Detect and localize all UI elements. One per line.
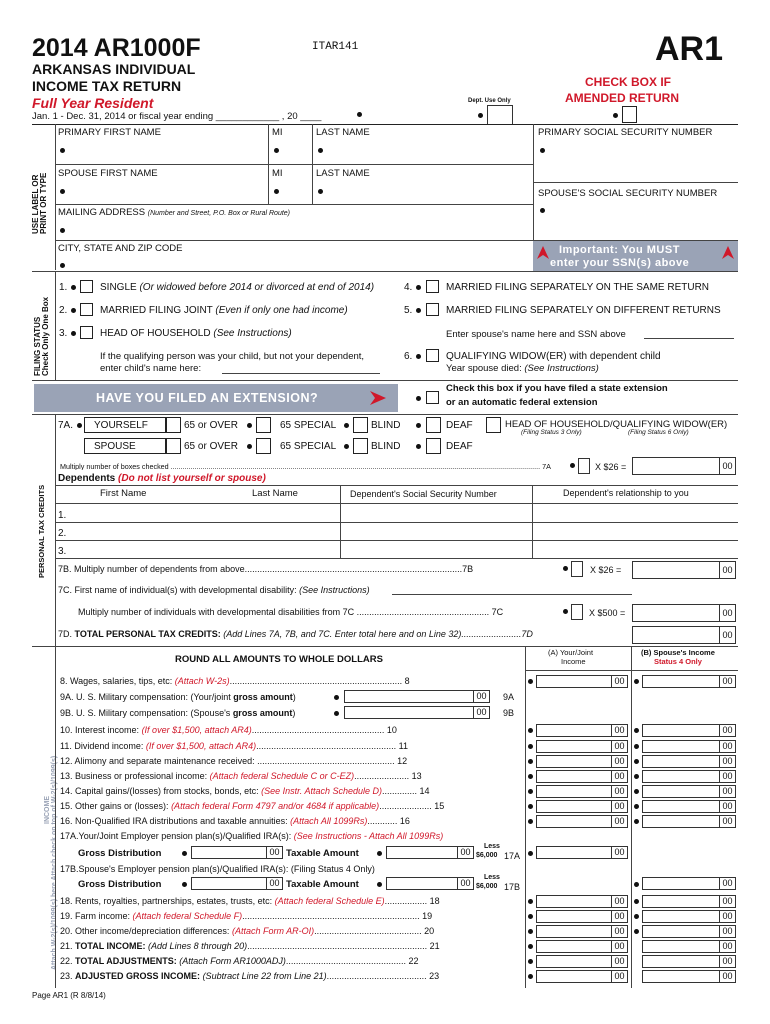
line7d-text: 7D. TOTAL PERSONAL TAX CREDITS: (Add Lines 7A, 7B, and 7C. Enter total here and on Line 32)........................7D (58, 629, 533, 639)
line-21-amount-a[interactable] (536, 940, 628, 953)
line-17b-amount-b[interactable] (642, 877, 736, 890)
primary-last-name-field[interactable] (318, 148, 323, 153)
status2-marker (71, 308, 76, 313)
status5-number: 5. (404, 305, 413, 316)
status1-single-checkbox[interactable] (80, 280, 93, 293)
line-17a-gross-label: Gross Distribution (78, 848, 162, 859)
extension-text-line2: or an automatic federal extension (446, 397, 598, 408)
child-name-field[interactable] (222, 373, 380, 374)
form-subtitle: Full Year Resident (32, 95, 154, 111)
line-18-amount-a[interactable] (536, 895, 628, 908)
amended-checkbox[interactable] (622, 106, 637, 123)
dept-use-marker (478, 113, 483, 118)
line-17b-taxable-label: Taxable Amount (286, 879, 359, 890)
use-label-side-text: USE LABEL OR PRINT OR TYPE (31, 172, 48, 234)
line-17a-gross-amount[interactable] (191, 846, 283, 859)
line-15-marker-b (634, 804, 639, 809)
line-16-marker-b (634, 819, 639, 824)
amended-label-line2: AMENDED RETURN (565, 91, 679, 105)
line-17a-label: 17A.Your/Joint Employer pension plan(s)/Qualified IRA(s): (See Instructions - Attach All 1099Rs) (60, 831, 444, 841)
status3-note-line2: enter child's name here: (100, 363, 202, 374)
line-15-amount-a[interactable] (536, 800, 628, 813)
hoh-status6-note: (Filing Status 6 Only) (628, 429, 689, 436)
line-17b-gross-amount[interactable] (191, 877, 283, 890)
your-65-special-checkbox[interactable] (353, 417, 368, 433)
page-footer: Page AR1 (R 8/8/14) (32, 991, 106, 1000)
your-blind-marker (416, 423, 421, 428)
line-12-amount-b[interactable] (642, 755, 736, 768)
line-9b-marker (334, 711, 339, 716)
itar-code: ITAR141 (312, 41, 359, 53)
line7a-amount[interactable] (632, 457, 736, 475)
line-20-amount-a-cents: 00 (611, 926, 627, 937)
line-12-label: 12. Alimony and separate maintenance received: ....................................................... 12 (60, 757, 408, 766)
line-15-amount-b-cents: 00 (719, 801, 735, 812)
line7c-count-box[interactable] (571, 604, 583, 620)
column-b-header-line1: (B) Spouse's Income (641, 648, 715, 657)
status4-label: MARRIED FILING SEPARATELY ON THE SAME RETURN (446, 282, 710, 293)
spouse-deaf-label: DEAF (446, 441, 473, 452)
line-22-amount-a[interactable] (536, 955, 628, 968)
spouse-blind-checkbox[interactable] (426, 438, 441, 454)
line7b-marker (563, 566, 568, 571)
line7d-cents: 00 (719, 627, 735, 643)
line-9b-number: 9B (503, 708, 515, 718)
line-9a-marker (334, 695, 339, 700)
line-16-amount-b-cents: 00 (719, 816, 735, 827)
status5-separate-different-checkbox[interactable] (426, 303, 439, 316)
line-17a-taxable-label: Taxable Amount (286, 848, 359, 859)
line-15-label: 15. Other gains or (losses): (Attach federal Form 4797 and/or 4684 if applicable)..................... 15 (60, 802, 445, 811)
line-17b-number: 17B (504, 882, 521, 892)
status4-marker (416, 285, 421, 290)
spouse-65-special-checkbox[interactable] (353, 438, 368, 454)
line-10-amount-a[interactable] (536, 724, 628, 737)
line-17a-taxable-marker (377, 851, 382, 856)
line-18-amount-a-cents: 00 (611, 896, 627, 907)
line-9a-number: 9A (503, 692, 515, 702)
spouse-65-checkbox[interactable] (256, 438, 271, 454)
line-19-amount-b-cents: 00 (719, 911, 735, 922)
line-17b-less: Less (484, 874, 500, 881)
round-amounts-note: ROUND ALL AMOUNTS TO WHOLE DOLLARS (175, 654, 383, 665)
line-16-marker-a (528, 819, 533, 824)
status2-number: 2. (59, 305, 68, 316)
line-17a-less-amount: $6,000 (476, 852, 498, 859)
extension-text-line1: Check this box if you have filed a state extension (446, 383, 668, 394)
line-13-amount-a-cents: 00 (611, 771, 627, 782)
your-deaf-label: DEAF (446, 420, 473, 431)
line-10-amount-a-cents: 00 (611, 725, 627, 736)
line-20-amount-b[interactable] (642, 925, 736, 938)
line-17a-taxable-amount[interactable] (386, 846, 474, 859)
line-23-amount-a[interactable] (536, 970, 628, 983)
line-13-label: 13. Business or professional income: (Attach federal Schedule C or C-EZ)...................... 13 (60, 772, 422, 781)
line-17b-taxable-marker (377, 882, 382, 887)
status6-marker (416, 354, 421, 359)
dependent-relationship-header: Dependent's relationship to you (563, 488, 689, 498)
line-16-amount-b[interactable] (642, 815, 736, 828)
spouse-ssn-field[interactable] (540, 208, 545, 213)
line7c-rate: X $500 = (589, 608, 626, 618)
line-17a-gross-amount-cents: 00 (266, 847, 282, 858)
dept-use-box (487, 105, 513, 125)
line-23-amount-a-cents: 00 (611, 971, 627, 982)
status3-number: 3. (59, 328, 68, 339)
primary-mi-label: MI (272, 127, 283, 138)
line7c-cents: 00 (719, 605, 735, 621)
line7a-marker (77, 423, 82, 428)
line-18-marker-b (634, 899, 639, 904)
line-17a-number: 17A (504, 851, 521, 861)
status6-note: Year spouse died: (See Instructions) (446, 363, 599, 374)
line7b-rate: X $26 = (590, 565, 622, 575)
status3-marker (71, 331, 76, 336)
line-13-marker-a (528, 774, 533, 779)
fiscal-year-line: Jan. 1 - Dec. 31, 2014 or fiscal year ending ____________ , 20 ____ (32, 111, 322, 122)
line-12-amount-b-cents: 00 (719, 756, 735, 767)
primary-first-name-field[interactable] (60, 148, 65, 153)
your-65-special-label: 65 SPECIAL (280, 420, 337, 431)
dependent-row-2[interactable]: 2. (58, 528, 67, 539)
amended-label-line1: CHECK BOX IF (585, 75, 672, 89)
line-12-marker-b (634, 759, 639, 764)
dependent-last-name-header: Last Name (252, 488, 298, 499)
line-16-label: 16. Non-Qualified IRA distributions and taxable annuities: (Attach All 1099Rs)............ 16 (60, 817, 410, 826)
status5-label: MARRIED FILING SEPARATELY ON DIFFERENT RETURNS (446, 305, 721, 316)
line-17b-label: 17B.Spouse's Employer pension plan(s)/Qualified IRA(s): (Filing Status 4 Only) (60, 864, 375, 874)
form-heading-line1: ARKANSAS INDIVIDUAL (32, 61, 196, 77)
primary-last-name-label: LAST NAME (316, 127, 370, 138)
line-21-amount-b[interactable] (642, 940, 736, 953)
line-19-label: 19. Farm income: (Attach federal Schedule F)....................................................................... 19 (60, 912, 433, 921)
line-19-amount-a-cents: 00 (611, 911, 627, 922)
line-15-amount-a-cents: 00 (611, 801, 627, 812)
credits-side-text: PERSONAL TAX CREDITS (37, 484, 46, 578)
your-65-marker (247, 423, 252, 428)
line-20-amount-a[interactable] (536, 925, 628, 938)
yourself-marker-box[interactable] (166, 417, 181, 433)
line7c-text: 7C. First name of individual(s) with developmental disability: (See Instructions) (58, 585, 370, 595)
extension-marker (416, 396, 421, 401)
line-10-marker-a (528, 728, 533, 733)
line-17a-gross-marker (182, 851, 187, 856)
line-12-amount-a-cents: 00 (611, 756, 627, 767)
line7d-amount[interactable] (632, 626, 736, 644)
line-20-amount-b-cents: 00 (719, 926, 735, 937)
primary-first-name-label: PRIMARY FIRST NAME (58, 127, 161, 138)
status4-separate-same-checkbox[interactable] (426, 280, 439, 293)
spouse-first-name-field[interactable] (60, 189, 65, 194)
city-state-zip-label: CITY, STATE AND ZIP CODE (58, 243, 183, 254)
spouse-ssn-label: SPOUSE'S SOCIAL SECURITY NUMBER (538, 188, 718, 199)
hoh-checkbox[interactable] (486, 417, 501, 433)
primary-mi-field[interactable] (274, 148, 279, 153)
line-16-amount-a-cents: 00 (611, 816, 627, 827)
line7b-cents: 00 (719, 562, 735, 578)
line-21-marker-a (528, 944, 533, 949)
line-18-amount-b[interactable] (642, 895, 736, 908)
line-16-amount-a[interactable] (536, 815, 628, 828)
right-arrow-icon (370, 391, 386, 405)
extension-question: HAVE YOU FILED AN EXTENSION? (96, 391, 319, 405)
line-9a-amount[interactable] (344, 690, 490, 703)
line-17b-taxable-amount-cents: 00 (457, 878, 473, 889)
line-17a-less: Less (484, 843, 500, 850)
line7a-count-box[interactable] (578, 458, 590, 474)
spouse-65-special-label: 65 SPECIAL (280, 441, 337, 452)
status4-number: 4. (404, 282, 413, 293)
spouse-65-label: 65 or OVER (184, 441, 238, 452)
spouse-65-special-marker (344, 444, 349, 449)
line-14-label: 14. Capital gains/(losses) from stocks, bonds, etc: (See Instr. Attach Schedule D).............. 14 (60, 787, 430, 796)
line-9b-label: 9B. U. S. Military compensation: (Spouse's gross amount) (60, 708, 296, 718)
filing-status-side-text: FILING STATUS Check Only One Box (33, 296, 50, 376)
fiscal-year-marker (357, 112, 362, 117)
line-10-amount-b[interactable] (642, 724, 736, 737)
line-8-label: 8. Wages, salaries, tips, etc: (Attach W-2s)..................................................................... 8 (60, 677, 410, 686)
line-11-amount-a-cents: 00 (611, 741, 627, 752)
line-21-amount-b-cents: 00 (719, 941, 735, 952)
line-14-marker-a (528, 789, 533, 794)
line-19-amount-b[interactable] (642, 910, 736, 923)
line-22-label: 22. TOTAL ADJUSTMENTS: (Attach Form AR1000ADJ)................................................ 22 (60, 957, 419, 966)
line-21-amount-a-cents: 00 (611, 941, 627, 952)
status6-number: 6. (404, 351, 413, 362)
spouse-blind-marker (416, 444, 421, 449)
line-13-marker-b (634, 774, 639, 779)
your-65-label: 65 or OVER (184, 420, 238, 431)
status1-marker (71, 285, 76, 290)
dependent-row-3[interactable]: 3. (58, 546, 67, 557)
line-17b-gross-marker (182, 882, 187, 887)
extension-banner (34, 384, 398, 412)
line-11-amount-a[interactable] (536, 740, 628, 753)
line-14-amount-b-cents: 00 (719, 786, 735, 797)
line-17b-gross-amount-cents: 00 (266, 878, 282, 889)
line-10-amount-b-cents: 00 (719, 725, 735, 736)
your-65-checkbox[interactable] (256, 417, 271, 433)
line-11-marker-a (528, 744, 533, 749)
line-12-marker-a (528, 759, 533, 764)
line7a-multiply-text: Multiply number of boxes checked ......................................................................................................................................................................................... 7A (60, 463, 551, 471)
line-8-amount-b-cents: 00 (719, 676, 735, 687)
dependent-first-name-header: First Name (100, 488, 147, 499)
up-arrow-icon (537, 246, 549, 264)
spouse-marker-box[interactable] (166, 438, 181, 454)
line-17a-marker-a (528, 851, 533, 856)
line-17b-less-amount: $6,000 (476, 883, 498, 890)
line-23-label: 23. ADJUSTED GROSS INCOME: (Subtract Line 22 from Line 21)........................................ 23 (60, 972, 440, 981)
line7c-amount[interactable] (632, 604, 736, 622)
status1-number: 1. (59, 282, 68, 293)
your-blind-label: BLIND (371, 420, 401, 431)
line-19-amount-a[interactable] (536, 910, 628, 923)
line-22-amount-a-cents: 00 (611, 956, 627, 967)
amended-marker (613, 113, 618, 118)
mailing-address-label: MAILING ADDRESS (Number and Street, P.O. Box or Rural Route) (58, 207, 291, 218)
status6-label: QUALIFYING WIDOW(ER) with dependent child (446, 351, 661, 362)
line-11-amount-b-cents: 00 (719, 741, 735, 752)
yourself-label: YOURSELF (94, 420, 148, 431)
spouse-blind-label: BLIND (371, 441, 401, 452)
line-13-amount-b-cents: 00 (719, 771, 735, 782)
line-20-marker-b (634, 929, 639, 934)
line-17a-amount-a[interactable] (536, 846, 628, 859)
line7a-count-marker (570, 463, 575, 468)
line-18-amount-b-cents: 00 (719, 896, 735, 907)
your-blind-checkbox[interactable] (426, 417, 441, 433)
line-20-marker-a (528, 929, 533, 934)
hoh-widow-label: HEAD OF HOUSEHOLD/QUALIFYING WIDOW(ER) (505, 419, 728, 430)
spouse-name-field[interactable] (644, 338, 734, 339)
line-8-amount-a[interactable] (536, 675, 628, 688)
line-10-label: 10. Interest income: (If over $1,500, attach AR4)..................................................... 10 (60, 726, 397, 735)
line-8-amount-b[interactable] (642, 675, 736, 688)
dependents-label: Dependents (Do not list yourself or spouse) (58, 473, 266, 484)
income-side-text: INCOME Attach W-2(s)/1099(s) here Attach check on top of W-2(s)/1099(s) (44, 755, 58, 970)
line7a-cents: 00 (719, 458, 735, 474)
status2-label: MARRIED FILING JOINT (Even if only one had income) (100, 305, 348, 316)
important-ssn-line2: enter your SSN(s) above (550, 257, 690, 269)
line7c-marker (563, 609, 568, 614)
line-14-amount-a-cents: 00 (611, 786, 627, 797)
line7b-text: 7B. Multiply number of dependents from above.......................................................................................7B (58, 565, 474, 574)
line-22-amount-b[interactable] (642, 955, 736, 968)
hoh-status3-note: (Filing Status 3 Only) (521, 429, 582, 436)
line-14-amount-a[interactable] (536, 785, 628, 798)
line-23-marker-a (528, 974, 533, 979)
line-8-amount-a-cents: 00 (611, 676, 627, 687)
status1-label: SINGLE (Or widowed before 2014 or divorced at end of 2014) (100, 282, 375, 293)
line-9b-amount-cents: 00 (473, 707, 489, 718)
line-23-amount-b-cents: 00 (719, 971, 735, 982)
form-title: 2014 AR1000F (32, 34, 201, 62)
line-17b-marker-b (634, 882, 639, 887)
line-13-amount-a[interactable] (536, 770, 628, 783)
spouse-first-name-label: SPOUSE FIRST NAME (58, 168, 158, 179)
line-17b-gross-label: Gross Distribution (78, 879, 162, 890)
line-8-marker-a (528, 679, 533, 684)
primary-ssn-label: PRIMARY SOCIAL SECURITY NUMBER (538, 127, 713, 138)
line7b-amount[interactable] (632, 561, 736, 579)
status3-label: HEAD OF HOUSEHOLD (See Instructions) (100, 328, 292, 339)
line-14-marker-b (634, 789, 639, 794)
line-17a-taxable-amount-cents: 00 (457, 847, 473, 858)
status2-joint-checkbox[interactable] (80, 303, 93, 316)
line-18-marker-a (528, 899, 533, 904)
line-18-label: 18. Rents, royalties, partnerships, estates, trusts, etc: (Attach federal Schedule E)................. 18 (60, 897, 440, 906)
status3-hoh-checkbox[interactable] (80, 326, 93, 339)
spouse-last-name-field[interactable] (318, 189, 323, 194)
column-b-header-line2: Status 4 Only (654, 657, 702, 666)
line-9b-amount[interactable] (344, 706, 490, 719)
mailing-address-field[interactable] (60, 228, 65, 233)
line-9a-amount-cents: 00 (473, 691, 489, 702)
line7a-rate: X $26 = (595, 462, 627, 472)
status6-widow-checkbox[interactable] (426, 349, 439, 362)
status3-note-line1: If the qualifying person was your child, but not your dependent, (100, 351, 365, 362)
line-17b-amount-b-cents: 00 (719, 878, 735, 889)
your-65-special-marker (344, 423, 349, 428)
column-a-header-line2: Income (561, 657, 586, 666)
status5-marker (416, 308, 421, 313)
line-12-amount-a[interactable] (536, 755, 628, 768)
line-11-amount-b[interactable] (642, 740, 736, 753)
line-15-amount-b[interactable] (642, 800, 736, 813)
status5-note: Enter spouse's name here and SSN above (446, 329, 626, 340)
line-23-amount-b[interactable] (642, 970, 736, 983)
up-arrow-icon (722, 246, 734, 264)
column-a-header-line1: (A) Your/Joint (548, 648, 594, 657)
line7c-names-field[interactable] (392, 594, 632, 595)
line-15-marker-a (528, 804, 533, 809)
form-code: AR1 (655, 30, 724, 68)
line-10-marker-b (634, 728, 639, 733)
line-17b-taxable-amount[interactable] (386, 877, 474, 890)
important-ssn-line1: Important: You MUST (559, 244, 680, 256)
spouse-mi-label: MI (272, 168, 283, 179)
line7c-multiply-text: Multiply number of individuals with developmental disabilities from 7C ..................................................... 7C (78, 608, 504, 617)
dependent-ssn-header: Dependent's Social Security Number (350, 489, 497, 499)
line-11-marker-b (634, 744, 639, 749)
line-19-marker-a (528, 914, 533, 919)
line-14-amount-b[interactable] (642, 785, 736, 798)
line-21-label: 21. TOTAL INCOME: (Add Lines 8 through 20)........................................................................ 21 (60, 942, 440, 951)
spouse-label: SPOUSE (94, 441, 136, 452)
line-22-amount-b-cents: 00 (719, 956, 735, 967)
spouse-65-marker (247, 444, 252, 449)
line-19-marker-b (634, 914, 639, 919)
primary-ssn-field[interactable] (540, 148, 545, 153)
line-17a-amount-a-cents: 00 (611, 847, 627, 858)
dependent-row-1[interactable]: 1. (58, 510, 67, 521)
city-state-zip-field[interactable] (60, 263, 65, 268)
spouse-mi-field[interactable] (274, 189, 279, 194)
important-ssn-banner (533, 241, 738, 271)
dept-use-label: Dept. Use Only (468, 98, 511, 104)
line-22-marker-a (528, 959, 533, 964)
extension-checkbox[interactable] (426, 391, 439, 404)
line7b-count-box[interactable] (571, 561, 583, 577)
line-9a-label: 9A. U. S. Military compensation: (Your/joint gross amount) (60, 692, 296, 702)
line7a-label: 7A. (58, 420, 74, 431)
line-13-amount-b[interactable] (642, 770, 736, 783)
line-11-label: 11. Dividend income: (If over $1,500, attach AR4)........................................................ 11 (60, 742, 409, 751)
line-20-label: 20. Other income/depreciation differences: (Attach Form AR-OI)........................................... 20 (60, 927, 435, 936)
spouse-last-name-label: LAST NAME (316, 168, 370, 179)
line-8-marker-b (634, 679, 639, 684)
form-heading-line2: INCOME TAX RETURN (32, 78, 182, 94)
